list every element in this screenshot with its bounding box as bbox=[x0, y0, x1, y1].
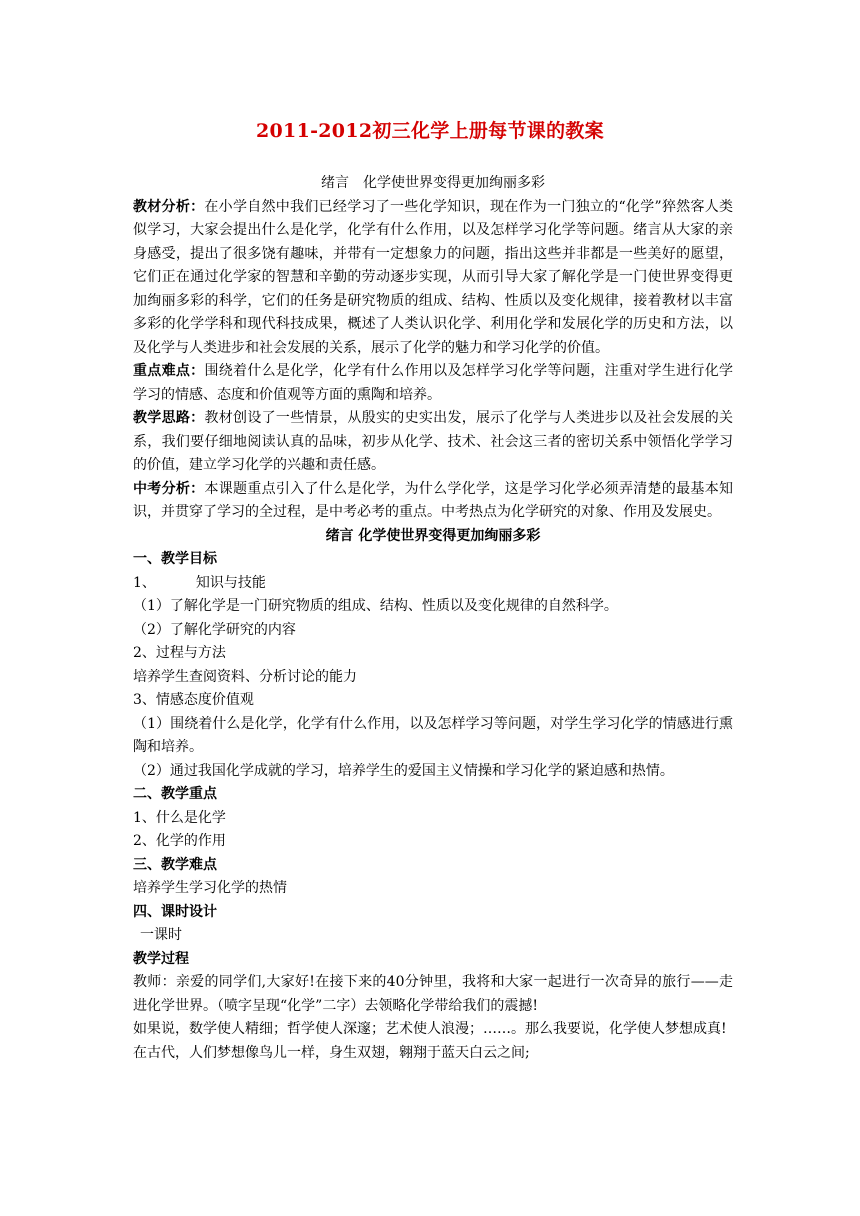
design-text: 一课时 bbox=[140, 927, 182, 943]
exam-analysis-text: 本课题重点引入了什么是化学，为什么学化学，这是学习化学必须弄清楚的最基本知识，并贯穿了学习的全过程，是中考必考的重点。中考热点为化学研究的对象、作用及发展史。 bbox=[133, 480, 734, 520]
focus-heading: 二、教学重点 bbox=[133, 786, 217, 802]
subtitle-right: 化学使世界变得更加绚丽多彩 bbox=[363, 175, 545, 191]
difficulty-text: 培养学生学习化学的热情 bbox=[133, 880, 287, 896]
goals-item-1 bbox=[133, 572, 733, 596]
goals-item-2: 2、过程与方法 bbox=[133, 645, 226, 661]
analysis-text: 在小学自然中我们已经学习了一些化学知识，现在作为一门独立的“化学”猝然客人类似学习，大家会提出什么是化学，化学有什么作用，以及怎样学习化学等问题。绪言从大家的亲身感受，提出了很多饶有趣味，并带有一定想象力的问题，指出这些并非都是一些美好的愿望，它们正在通过化学家的智慧和辛勤的劳动逐步实现，从而引导大家了解化学是一门使世界变得更加绚丽多彩的科学，它们的任务是研究物质的组成、结构、性质以及变化规律，接着教材以丰富多彩的化学学科和现代科技成果，概述了人类认识化学、利用化学和发展化学的历史和方法，以及化学与人类进步和社会发展的关系，展示了化学的魅力和学习化学的价值。 bbox=[133, 198, 734, 356]
goals-item-3: 3、情感态度价值观 bbox=[133, 692, 254, 708]
subtitle bbox=[133, 172, 733, 196]
process-paragraph-3: 在古代，人们梦想像鸟儿一样，身生双翅，翱翔于蓝天白云之间; bbox=[133, 1044, 530, 1061]
process-paragraph-1: 教师：亲爱的同学们,大家好!在接下来的40分钟里，我将和大家一起进行一次奇异的旅行——走进化学世界。（喷字呈现“化学”二字）去领略化学带给我们的震撼! bbox=[133, 974, 733, 1014]
section-title: 绪言 化学使世界变得更加绚丽多彩 bbox=[325, 527, 541, 544]
teaching-idea-paragraph bbox=[133, 407, 733, 478]
key-points-text: 围绕着什么是化学，化学有什么作用以及怎样学习化学等问题，注重对学生进行化学学习的情感、态度和价值观等方面的熏陶和培养。 bbox=[133, 363, 734, 403]
key-points-paragraph bbox=[133, 360, 733, 407]
teaching-idea-text: 教材创设了一些情景，从殷实的史实出发，展示了化学与人类进步以及社会发展的关系，我们要仔细地阅读认真的品味，初步从化学、技术、社会这三者的密切关系中领悟化学学习的价值，建立学习化学的兴趣和责任感。 bbox=[133, 410, 734, 473]
focus-item-1: 1、什么是化学 bbox=[133, 809, 226, 826]
emotion-item-1: （1）围绕着什么是化学，化学有什么作用，以及怎样学习等问题，对学生学习化学的情感进行熏陶和培养。 bbox=[133, 715, 733, 755]
document-body bbox=[133, 172, 733, 1065]
key-points-label: 重点难点： bbox=[133, 363, 205, 379]
exam-analysis-label: 中考分析： bbox=[133, 480, 205, 497]
process-heading: 教学过程 bbox=[133, 950, 189, 967]
teaching-idea-label: 教学思路： bbox=[133, 410, 205, 426]
focus-item-2: 2、化学的作用 bbox=[133, 833, 226, 849]
goals-heading: 一、教学目标 bbox=[133, 551, 217, 567]
emotion-item-2: （2）通过我国化学成就的学习，培养学生的爱国主义情操和学习化学的紧迫感和热情。 bbox=[133, 762, 674, 779]
goals-item-1-text: 知识与技能 bbox=[195, 574, 266, 591]
difficulty-heading: 三、教学难点 bbox=[133, 856, 217, 873]
analysis-paragraph bbox=[133, 196, 733, 361]
knowledge-item-2: （2）了解化学研究的内容 bbox=[133, 621, 296, 638]
goals-item-2-text: 培养学生查阅资料、分析讨论的能力 bbox=[133, 668, 357, 685]
knowledge-item-1: （1）了解化学是一门研究物质的组成、结构、性质以及变化规律的自然科学。 bbox=[133, 598, 618, 614]
document-title: 2011-2012初三化学上册每节课的教案 bbox=[256, 120, 604, 142]
analysis-label: 教材分析： bbox=[133, 198, 205, 215]
exam-analysis-paragraph bbox=[133, 478, 733, 525]
subtitle-left: 绪言 bbox=[321, 175, 349, 191]
goals-item-1-number: 1、 bbox=[133, 574, 156, 591]
design-heading: 四、课时设计 bbox=[133, 903, 217, 920]
process-paragraph-2: 如果说，数学使人精细；哲学使人深邃；艺术使人浪漫；……。那么我要说，化学使人梦想成真! bbox=[133, 1021, 727, 1037]
